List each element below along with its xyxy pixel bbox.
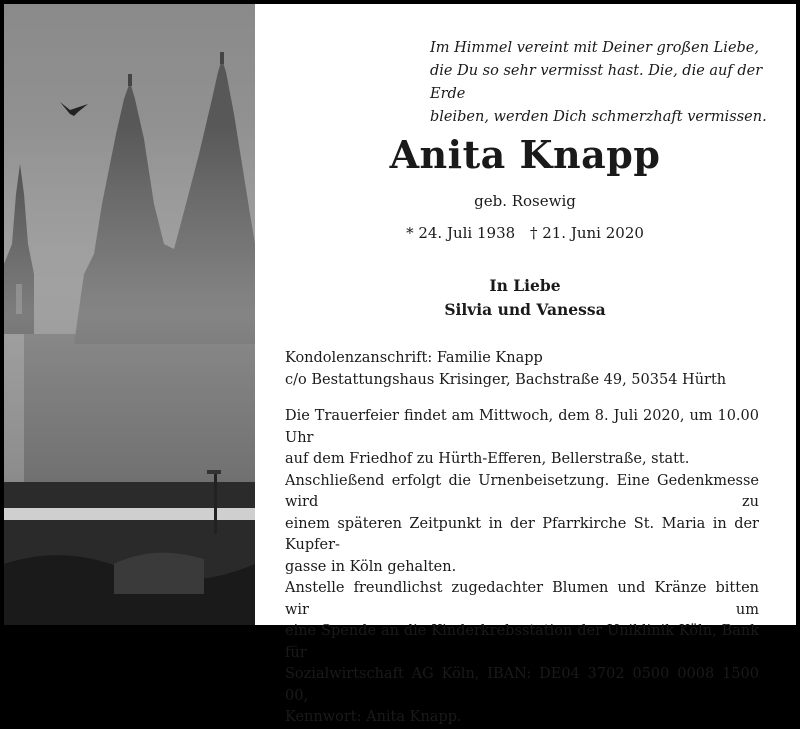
address-line: Kondolenzanschrift: Familie Knapp [285, 350, 543, 366]
info-line: Die Trauerfeier findet am Mittwoch, dem 8. Juli 2020, um 10.00 Uhr [285, 408, 759, 446]
obituary-text-area [255, 4, 796, 725]
quote-line: bleiben, werden Dich schmerzhaft vermissen. [430, 109, 767, 125]
info-line: auf dem Friedhof zu Hürth-Efferen, Bellerstraße, statt. [285, 451, 690, 467]
funeral-info [285, 406, 759, 729]
cathedral-illustration [4, 4, 255, 625]
mourners-heading: In Liebe [489, 276, 561, 295]
quote-line: die Du so sehr vermisst hast. Die, die auf der Erde [430, 63, 763, 102]
life-dates [355, 224, 695, 242]
obituary-page [4, 4, 796, 725]
info-line: Sozialwirtschaft AG Köln, IBAN: DE04 3702 0500 0008 1500 00, [285, 666, 759, 704]
death-date: † 21. Juni 2020 [529, 224, 644, 242]
info-line: Anstelle freundlichst zugedachter Blumen und Kränze bitten wir um [285, 580, 759, 618]
info-line: Kennwort: Anita Knapp. [285, 709, 462, 725]
memorial-quote [430, 37, 770, 129]
info-line: eine Spende an die Kinderkrebsstation der Uniklinik Köln, Bank für [285, 623, 759, 661]
address-line: c/o Bestattungshaus Krisinger, Bachstraße 49, 50354 Hürth [285, 372, 727, 388]
condolence-address [285, 347, 765, 391]
info-line: Anschließend erfolgt die Urnenbeisetzung. Eine Gedenkmesse wird zu [285, 472, 759, 510]
info-line: gasse in Köln gehalten. [285, 558, 457, 575]
born-name: geb. Rosewig [474, 192, 576, 210]
quote-line: Im Himmel vereint mit Deiner großen Liebe, [430, 40, 759, 56]
birth-date: * 24. Juli 1938 [406, 224, 516, 242]
deceased-name: Anita Knapp [389, 132, 661, 177]
mourners-block [355, 274, 695, 322]
info-line: einem späteren Zeitpunkt in der Pfarrkirche St. Maria in der Kupfer- [285, 515, 759, 553]
mourners-names: Silvia und Vanessa [444, 300, 606, 319]
cathedral-photo [4, 4, 255, 625]
